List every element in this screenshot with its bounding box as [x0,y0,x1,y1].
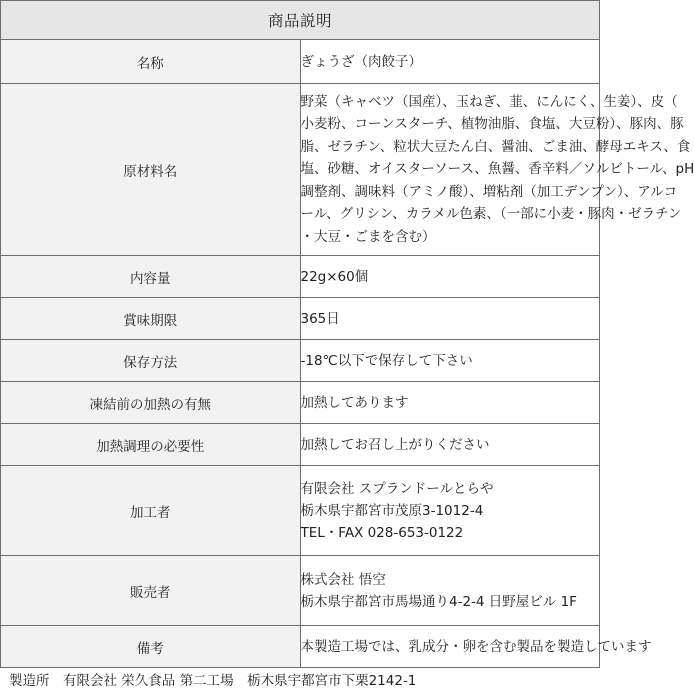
row-value [300,84,694,256]
value-line: 365日 [300,310,340,327]
row-value [300,424,600,466]
row-label: 凍結前の加熱の有無 [1,382,301,424]
value-line: 小麦粉、コーンスターチ、植物油脂、食塩、大豆粉）、豚肉、豚 [300,116,684,133]
row-value [300,626,652,668]
value-line: ール、グリシン、カラメル色素、（一部に小麦・豚肉・ゼラチン [300,206,682,223]
value-line: 本製造工場では、乳成分・卵を含む製品を製造しています [300,638,652,655]
value-line: 栃木県宇都宮市馬場通り4-2-4 日野屋ビル 1F [300,593,577,610]
value-line: TEL・FAX 028-653-0122 [300,524,464,541]
value-line: 加熱してお召し上がりください [300,436,490,453]
row-ingredients [1,84,600,256]
row-processor [1,466,600,556]
row-label: 原材料名 [1,84,301,256]
value-line: 有限会社 スプランドールとらや [300,480,494,497]
value-line: 株式会社 悟空 [300,571,386,588]
value-line: 栃木県宇都宮市茂原3-1012-4 [300,502,484,519]
row-label: 加熱調理の必要性 [1,424,301,466]
row-cooking-required [1,424,600,466]
row-best-before [1,298,600,340]
row-storage [1,340,600,382]
row-label: 内容量 [1,256,301,298]
row-value [300,298,600,340]
value-line: ・大豆・ごまを含む） [300,228,436,245]
row-label: 賞味期限 [1,298,301,340]
value-line: 脂、ゼラチン、粒状大豆たん白、醤油、ごま油、酵母エキス、食 [300,138,691,155]
value-line: 加熱してあります [300,394,409,411]
value-line: 22g×60個 [300,268,369,285]
row-content-amount [1,256,600,298]
row-label: 販売者 [1,556,301,626]
row-label: 名称 [1,40,301,84]
row-seller [1,556,600,626]
table-header-row [1,1,600,40]
value-line: -18℃以下で保存して下さい [300,352,473,369]
value-line: 塩、砂糖、オイスターソース、魚醤、香辛料／ソルビトール、pH [300,161,694,178]
value-line: 野菜（キャベツ（国産）、玉ねぎ、韮、にんにく、生姜）、皮（ [300,94,678,111]
row-value [300,556,600,626]
row-value [300,40,600,84]
row-label: 保存方法 [1,340,301,382]
row-value [300,256,600,298]
row-label: 加工者 [1,466,301,556]
value-line: ぎょうざ（肉餃子） [300,53,422,70]
row-value [300,382,600,424]
value-line: 調整剤、調味料（アミノ酸）、増粘剤（加工デンプン）、アルコ [300,183,678,200]
row-label: 備考 [1,626,301,668]
row-heated-before-freezing [1,382,600,424]
row-value [300,340,600,382]
row-value [300,466,600,556]
manufacturer-footer: 製造所 有限会社 栄久食品 第二工場 栃木県宇都宮市下栗2142-1 [9,673,417,689]
table-title: 商品説明 [1,1,600,40]
row-name [1,40,600,84]
row-notes [1,626,600,668]
